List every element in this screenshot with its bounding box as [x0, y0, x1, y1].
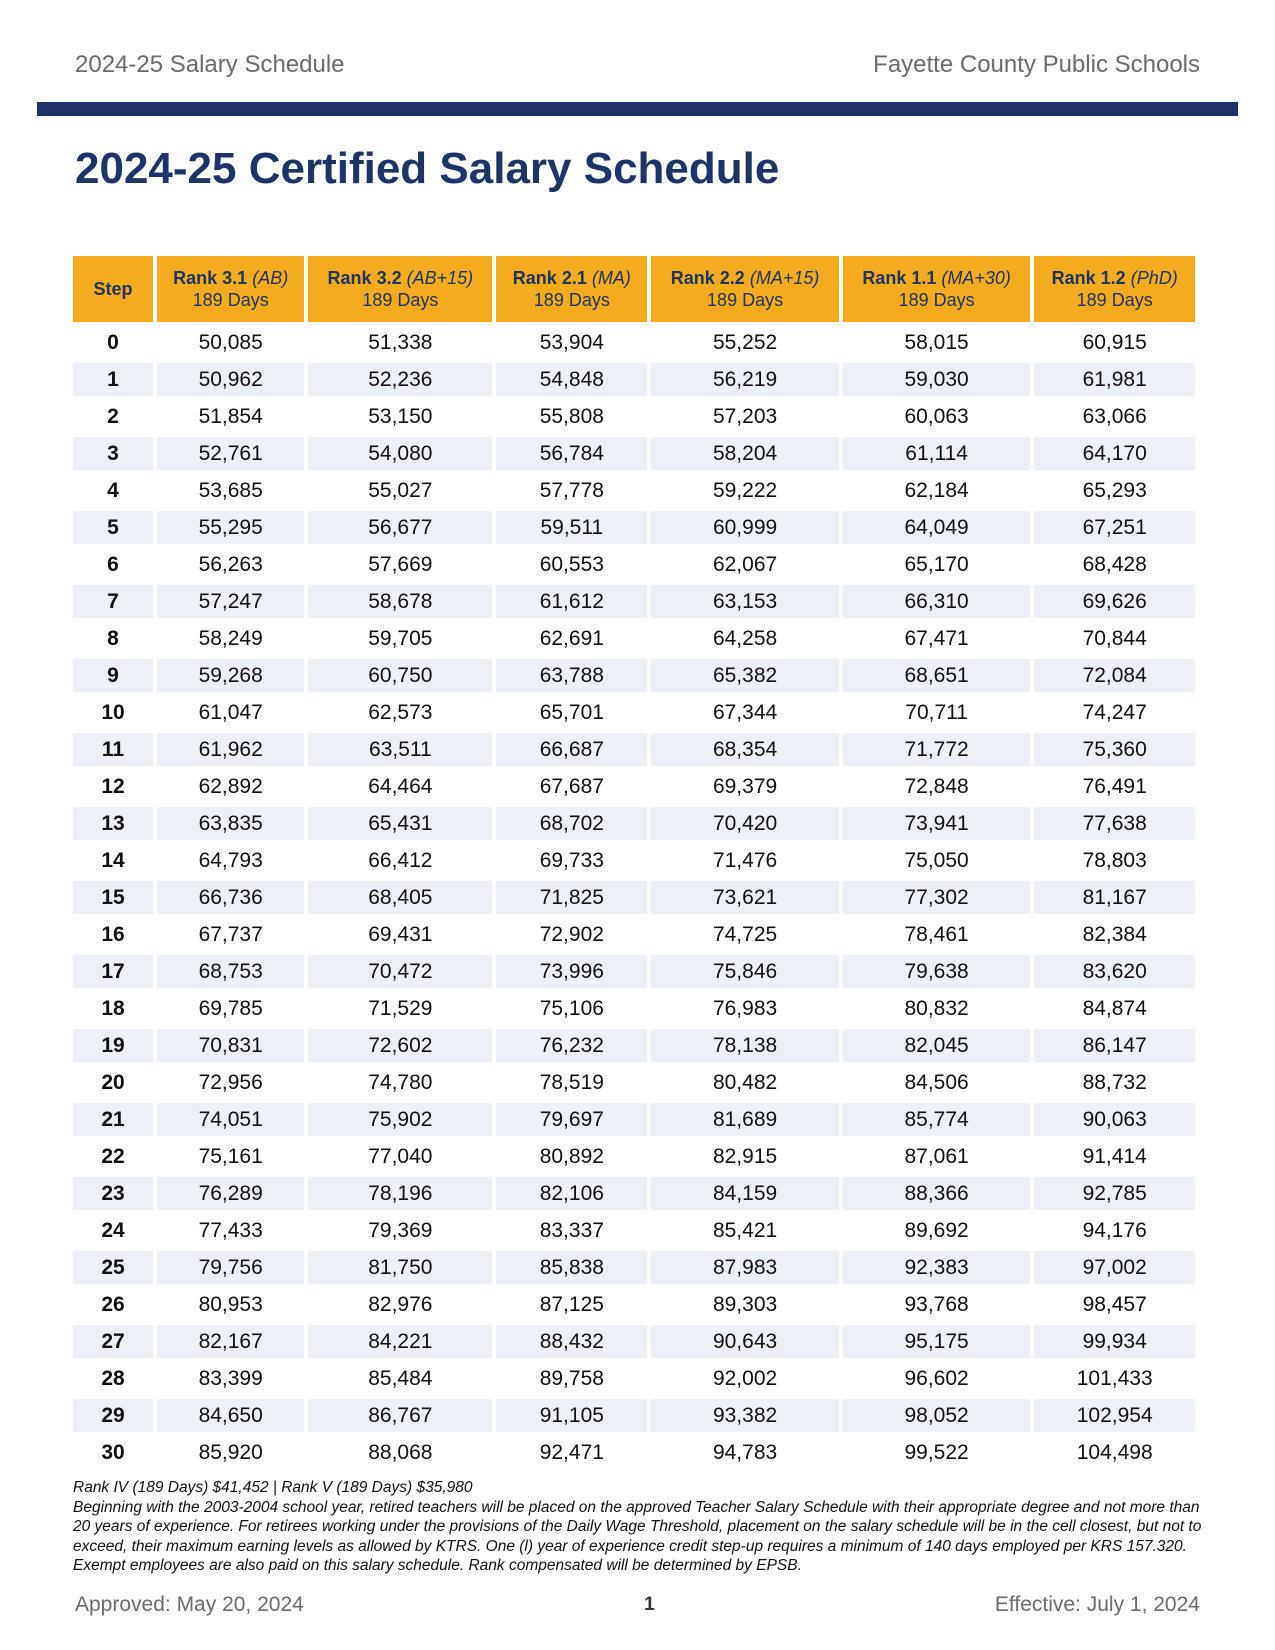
- days-label: 189 Days: [707, 290, 784, 310]
- step-cell: 22: [101, 1144, 125, 1168]
- table-row: [73, 326, 1195, 359]
- qualification-label: (AB+15): [406, 268, 474, 288]
- salary-cell: 68,428: [1082, 552, 1147, 576]
- step-cell: 0: [107, 330, 119, 354]
- step-cell: 3: [73, 437, 153, 470]
- salary-cell: 78,519: [539, 1070, 604, 1094]
- salary-cell: 60,999: [651, 511, 839, 544]
- step-cell: 18: [101, 996, 125, 1020]
- step-cell: 29: [73, 1399, 153, 1432]
- table-row: [73, 955, 1195, 988]
- salary-cell: 78,803: [1082, 848, 1147, 872]
- salary-cell: 57,778: [539, 478, 604, 502]
- step-cell: 15: [73, 881, 153, 914]
- salary-cell: 74,780: [368, 1070, 433, 1094]
- salary-cell: 82,045: [843, 1029, 1031, 1062]
- salary-cell: 52,236: [308, 363, 492, 396]
- days-label: 189 Days: [533, 290, 610, 310]
- column-header: [651, 256, 839, 322]
- salary-cell: 50,085: [198, 330, 263, 354]
- salary-cell: 62,892: [198, 774, 263, 798]
- salary-cell: 97,002: [1034, 1251, 1195, 1284]
- salary-cell: 53,685: [198, 478, 263, 502]
- salary-cell: 96,602: [904, 1366, 969, 1390]
- salary-cell: 68,354: [651, 733, 839, 766]
- salary-cell: 90,643: [651, 1325, 839, 1358]
- salary-cell: 51,338: [368, 330, 433, 354]
- header-left-text: 2024-25 Salary Schedule: [75, 51, 345, 78]
- salary-cell: 82,167: [157, 1325, 304, 1358]
- table-row: [73, 733, 1195, 766]
- table-row: [73, 1066, 1195, 1099]
- salary-cell: 69,431: [368, 922, 433, 946]
- rank-label: Rank 1.1: [862, 268, 937, 288]
- salary-cell: 58,249: [198, 626, 263, 650]
- salary-cell: 75,846: [651, 955, 839, 988]
- salary-cell: 73,621: [651, 881, 839, 914]
- salary-cell: 84,221: [308, 1325, 492, 1358]
- table-row: [73, 1362, 1195, 1395]
- salary-cell: 87,061: [904, 1144, 969, 1168]
- step-cell: 17: [73, 955, 153, 988]
- table-row: [73, 1436, 1195, 1469]
- salary-cell: 75,902: [308, 1103, 492, 1136]
- days-label: 189 Days: [362, 290, 439, 310]
- salary-cell: 77,638: [1034, 807, 1195, 840]
- salary-cell: 58,678: [308, 585, 492, 618]
- salary-cell: 56,784: [496, 437, 647, 470]
- header-right-text: Fayette County Public Schools: [873, 51, 1200, 78]
- table-row: [73, 1251, 1195, 1284]
- table-row: [73, 622, 1195, 655]
- salary-cell: 71,825: [496, 881, 647, 914]
- salary-cell: 55,295: [157, 511, 304, 544]
- salary-cell: 70,420: [651, 807, 839, 840]
- step-header-label: Step: [93, 279, 133, 299]
- salary-cell: 72,902: [539, 922, 604, 946]
- column-header: [496, 256, 647, 322]
- salary-cell: 78,138: [651, 1029, 839, 1062]
- salary-cell: 68,651: [843, 659, 1031, 692]
- table-row: [73, 585, 1195, 618]
- salary-cell: 62,067: [712, 552, 778, 576]
- salary-cell: 89,303: [712, 1292, 778, 1316]
- step-cell: 25: [73, 1251, 153, 1284]
- qualification-label: (PhD): [1130, 268, 1178, 288]
- salary-cell: 91,105: [496, 1399, 647, 1432]
- salary-cell: 53,150: [368, 404, 433, 428]
- salary-cell: 66,736: [157, 881, 304, 914]
- salary-cell: 61,962: [157, 733, 304, 766]
- salary-cell: 82,915: [712, 1144, 778, 1168]
- salary-cell: 82,384: [1082, 922, 1147, 946]
- salary-cell: 85,838: [496, 1251, 647, 1284]
- salary-cell: 88,366: [843, 1177, 1031, 1210]
- page-header: [75, 48, 1200, 82]
- salary-cell: 71,476: [712, 848, 778, 872]
- table-row: [73, 1140, 1195, 1173]
- salary-cell: 63,835: [157, 807, 304, 840]
- salary-cell: 70,472: [308, 955, 492, 988]
- rank-label: Rank 3.2: [327, 268, 402, 288]
- footnotes: [73, 1478, 1213, 1576]
- salary-cell: 77,040: [368, 1144, 433, 1168]
- salary-cell: 87,125: [539, 1292, 604, 1316]
- salary-cell: 85,774: [843, 1103, 1031, 1136]
- salary-cell: 98,052: [843, 1399, 1031, 1432]
- salary-cell: 61,114: [843, 437, 1031, 470]
- salary-cell: 59,268: [157, 659, 304, 692]
- column-header: [843, 256, 1031, 322]
- table-row: [73, 770, 1195, 803]
- salary-cell: 69,733: [539, 848, 604, 872]
- step-cell: 23: [73, 1177, 153, 1210]
- salary-cell: 72,602: [308, 1029, 492, 1062]
- salary-cell: 51,854: [198, 404, 263, 428]
- salary-cell: 59,030: [843, 363, 1031, 396]
- salary-cell: 72,956: [198, 1070, 263, 1094]
- salary-cell: 85,920: [198, 1440, 263, 1464]
- salary-cell: 84,874: [1082, 996, 1147, 1020]
- qualification-label: (MA): [591, 268, 631, 288]
- step-cell: 19: [73, 1029, 153, 1062]
- salary-cell: 61,981: [1034, 363, 1195, 396]
- salary-cell: 66,412: [368, 848, 433, 872]
- salary-cell: 74,051: [157, 1103, 304, 1136]
- salary-cell: 76,491: [1082, 774, 1147, 798]
- table-row: [73, 881, 1195, 914]
- salary-cell: 74,725: [712, 922, 778, 946]
- salary-cell: 86,767: [308, 1399, 492, 1432]
- salary-cell: 64,258: [712, 626, 778, 650]
- salary-cell: 80,892: [539, 1144, 604, 1168]
- salary-cell: 55,808: [539, 404, 604, 428]
- salary-cell: 79,369: [368, 1218, 433, 1242]
- table-row: [73, 1214, 1195, 1247]
- salary-cell: 93,382: [651, 1399, 839, 1432]
- table-row: [73, 1029, 1195, 1062]
- salary-cell: 57,669: [368, 552, 433, 576]
- salary-cell: 55,027: [368, 478, 433, 502]
- salary-cell: 104,498: [1076, 1440, 1153, 1464]
- step-cell: 13: [73, 807, 153, 840]
- salary-cell: 57,247: [157, 585, 304, 618]
- salary-cell: 81,750: [308, 1251, 492, 1284]
- salary-cell: 67,737: [198, 922, 263, 946]
- table-row: [73, 437, 1195, 470]
- salary-cell: 79,638: [843, 955, 1031, 988]
- salary-cell: 56,263: [198, 552, 263, 576]
- salary-cell: 75,050: [904, 848, 969, 872]
- table-row: [73, 659, 1195, 692]
- salary-cell: 84,650: [157, 1399, 304, 1432]
- salary-cell: 101,433: [1076, 1366, 1153, 1390]
- salary-cell: 60,915: [1082, 330, 1147, 354]
- page-title: 2024-25 Certified Salary Schedule: [75, 144, 780, 193]
- step-cell: 8: [107, 626, 119, 650]
- salary-cell: 64,793: [198, 848, 263, 872]
- step-cell: 6: [107, 552, 119, 576]
- table-row: [73, 474, 1195, 507]
- step-cell: 9: [73, 659, 153, 692]
- salary-cell: 63,511: [308, 733, 492, 766]
- salary-cell: 58,204: [651, 437, 839, 470]
- table-row: [73, 1325, 1195, 1358]
- table-row: [73, 844, 1195, 877]
- salary-cell: 72,084: [1034, 659, 1195, 692]
- table-row: [73, 696, 1195, 729]
- step-cell: 20: [101, 1070, 125, 1094]
- step-cell: 11: [73, 733, 153, 766]
- salary-cell: 98,457: [1082, 1292, 1147, 1316]
- salary-cell: 63,788: [496, 659, 647, 692]
- salary-cell: 71,772: [843, 733, 1031, 766]
- salary-cell: 63,153: [651, 585, 839, 618]
- salary-cell: 102,954: [1034, 1399, 1195, 1432]
- salary-cell: 83,399: [198, 1366, 263, 1390]
- salary-cell: 83,620: [1034, 955, 1195, 988]
- salary-cell: 70,844: [1082, 626, 1147, 650]
- days-label: 189 Days: [192, 290, 269, 310]
- salary-cell: 84,506: [904, 1070, 969, 1094]
- salary-cell: 68,753: [157, 955, 304, 988]
- salary-cell: 75,360: [1034, 733, 1195, 766]
- salary-cell: 81,689: [651, 1103, 839, 1136]
- table-row: [73, 1103, 1195, 1136]
- salary-cell: 70,831: [157, 1029, 304, 1062]
- step-cell: 4: [107, 478, 119, 502]
- column-header: [1034, 256, 1195, 322]
- retiree-policy-note: Beginning with the 2003-2004 school year, retired teachers will be placed on the approved Teacher Salary Schedule with their appropriate degree and not more than 20 years of experience. For retirees working under the provisions of the Daily Wage Threshold, placement on the salary schedule will be in the cell closest, but not to exceed, their maximum earning levels as allowed by KTRS. One (l) year of experience credit step-up requires a minimum of 140 days employed per KRS 157.320. Exempt employees are also paid on this salary schedule. Rank compensated will be determined by EPSB.: [73, 1498, 1202, 1574]
- salary-cell: 65,701: [539, 700, 604, 724]
- step-cell: 16: [101, 922, 125, 946]
- salary-cell: 88,068: [368, 1440, 433, 1464]
- salary-cell: 79,697: [496, 1103, 647, 1136]
- salary-cell: 76,232: [496, 1029, 647, 1062]
- column-header: [308, 256, 492, 322]
- salary-cell: 65,382: [651, 659, 839, 692]
- step-cell: 10: [101, 700, 125, 724]
- salary-cell: 54,848: [496, 363, 647, 396]
- salary-cell: 59,222: [712, 478, 778, 502]
- rank-label: Rank 1.2: [1051, 268, 1126, 288]
- step-cell: 27: [73, 1325, 153, 1358]
- salary-cell: 86,147: [1034, 1029, 1195, 1062]
- salary-cell: 92,383: [843, 1251, 1031, 1284]
- salary-cell: 61,047: [198, 700, 263, 724]
- salary-cell: 79,756: [157, 1251, 304, 1284]
- step-cell: 14: [101, 848, 125, 872]
- salary-cell: 64,464: [368, 774, 433, 798]
- salary-cell: 55,252: [712, 330, 778, 354]
- salary-cell: 85,421: [712, 1218, 778, 1242]
- step-cell: 28: [101, 1366, 125, 1390]
- salary-cell: 76,983: [712, 996, 778, 1020]
- salary-cell: 85,484: [368, 1366, 433, 1390]
- salary-cell: 54,080: [308, 437, 492, 470]
- table-row: [73, 1288, 1195, 1321]
- step-cell: 7: [73, 585, 153, 618]
- salary-cell: 88,432: [496, 1325, 647, 1358]
- salary-cell: 56,677: [308, 511, 492, 544]
- salary-cell: 58,015: [904, 330, 969, 354]
- salary-cell: 67,251: [1034, 511, 1195, 544]
- salary-cell: 65,170: [904, 552, 969, 576]
- step-cell: 2: [107, 404, 119, 428]
- table-row: [73, 1177, 1195, 1210]
- salary-cell: 94,783: [712, 1440, 778, 1464]
- salary-cell: 80,832: [904, 996, 969, 1020]
- salary-cell: 95,175: [843, 1325, 1031, 1358]
- step-cell: 24: [101, 1218, 125, 1242]
- salary-cell: 92,785: [1034, 1177, 1195, 1210]
- salary-cell: 60,553: [539, 552, 604, 576]
- salary-cell: 64,049: [843, 511, 1031, 544]
- table-row: [73, 1399, 1195, 1432]
- column-header: [157, 256, 304, 322]
- qualification-label: (MA+30): [941, 268, 1011, 288]
- effective-date: Effective: July 1, 2024: [994, 1593, 1200, 1616]
- step-cell: 30: [101, 1440, 125, 1464]
- salary-cell: 66,310: [843, 585, 1031, 618]
- salary-cell: 84,159: [651, 1177, 839, 1210]
- salary-cell: 75,106: [539, 996, 604, 1020]
- salary-cell: 75,161: [198, 1144, 263, 1168]
- salary-cell: 72,848: [904, 774, 969, 798]
- rank-label: Rank 2.1: [512, 268, 587, 288]
- salary-cell: 65,293: [1082, 478, 1147, 502]
- salary-cell: 67,344: [712, 700, 778, 724]
- salary-cell: 52,761: [157, 437, 304, 470]
- table-row: [73, 511, 1195, 544]
- salary-cell: 60,750: [308, 659, 492, 692]
- salary-cell: 94,176: [1082, 1218, 1147, 1242]
- salary-cell: 67,687: [539, 774, 604, 798]
- salary-cell: 63,066: [1082, 404, 1147, 428]
- salary-cell: 68,405: [308, 881, 492, 914]
- rank-label: Rank 3.1: [173, 268, 248, 288]
- rank-label: Rank 2.2: [670, 268, 745, 288]
- salary-cell: 78,461: [904, 922, 969, 946]
- step-cell: 26: [101, 1292, 125, 1316]
- salary-cell: 87,983: [651, 1251, 839, 1284]
- table-row: [73, 548, 1195, 581]
- salary-cell: 68,702: [496, 807, 647, 840]
- salary-cell: 50,962: [157, 363, 304, 396]
- salary-cell: 88,732: [1082, 1070, 1147, 1094]
- qualification-label: (MA+15): [749, 268, 820, 288]
- salary-cell: 62,573: [368, 700, 433, 724]
- salary-cell: 99,522: [904, 1440, 969, 1464]
- salary-cell: 73,996: [496, 955, 647, 988]
- salary-cell: 61,612: [496, 585, 647, 618]
- salary-cell: 59,511: [496, 511, 647, 544]
- salary-cell: 90,063: [1034, 1103, 1195, 1136]
- salary-cell: 62,691: [539, 626, 604, 650]
- page-number: 1: [644, 1594, 655, 1615]
- table-row: [73, 363, 1195, 396]
- rank-iv-v-note: Rank IV (189 Days) $41,452 | Rank V (189 Days) $35,980: [73, 1479, 473, 1496]
- salary-cell: 77,433: [198, 1218, 263, 1242]
- salary-cell: 62,184: [904, 478, 969, 502]
- salary-cell: 69,785: [198, 996, 263, 1020]
- salary-cell: 74,247: [1082, 700, 1147, 724]
- salary-cell: 67,471: [904, 626, 969, 650]
- header-divider: [37, 102, 1238, 116]
- salary-cell: 57,203: [712, 404, 778, 428]
- step-cell: 5: [73, 511, 153, 544]
- step-cell: 1: [73, 363, 153, 396]
- salary-cell: 80,482: [712, 1070, 778, 1094]
- salary-cell: 82,106: [496, 1177, 647, 1210]
- salary-cell: 76,289: [157, 1177, 304, 1210]
- salary-cell: 91,414: [1082, 1144, 1147, 1168]
- step-cell: 21: [73, 1103, 153, 1136]
- salary-table-body: [73, 326, 1195, 1469]
- salary-cell: 69,379: [712, 774, 778, 798]
- salary-table: [69, 252, 1199, 1473]
- step-column-header: [73, 256, 153, 322]
- days-label: 189 Days: [1076, 290, 1153, 310]
- table-row: [73, 992, 1195, 1025]
- salary-cell: 89,692: [904, 1218, 969, 1242]
- table-row: [73, 400, 1195, 433]
- approved-date: Approved: May 20, 2024: [75, 1593, 304, 1616]
- table-header-row: [73, 256, 1195, 322]
- salary-cell: 83,337: [539, 1218, 604, 1242]
- step-cell: 12: [101, 774, 125, 798]
- salary-cell: 73,941: [843, 807, 1031, 840]
- salary-cell: 66,687: [496, 733, 647, 766]
- salary-cell: 64,170: [1034, 437, 1195, 470]
- salary-cell: 69,626: [1034, 585, 1195, 618]
- salary-cell: 70,711: [905, 700, 968, 724]
- salary-cell: 82,976: [368, 1292, 433, 1316]
- salary-cell: 92,471: [539, 1440, 604, 1464]
- salary-cell: 93,768: [904, 1292, 969, 1316]
- salary-cell: 65,431: [308, 807, 492, 840]
- salary-cell: 78,196: [308, 1177, 492, 1210]
- days-label: 189 Days: [898, 290, 975, 310]
- page-footer: [75, 1593, 1200, 1617]
- qualification-label: (AB): [252, 268, 289, 288]
- table-row: [73, 807, 1195, 840]
- salary-cell: 77,302: [843, 881, 1031, 914]
- salary-cell: 53,904: [539, 330, 604, 354]
- salary-cell: 81,167: [1034, 881, 1195, 914]
- table-row: [73, 918, 1195, 951]
- salary-cell: 56,219: [651, 363, 839, 396]
- salary-cell: 71,529: [368, 996, 433, 1020]
- salary-cell: 80,953: [198, 1292, 263, 1316]
- salary-cell: 59,705: [368, 626, 433, 650]
- salary-cell: 60,063: [904, 404, 969, 428]
- salary-cell: 99,934: [1034, 1325, 1195, 1358]
- salary-cell: 92,002: [712, 1366, 778, 1390]
- salary-cell: 89,758: [539, 1366, 604, 1390]
